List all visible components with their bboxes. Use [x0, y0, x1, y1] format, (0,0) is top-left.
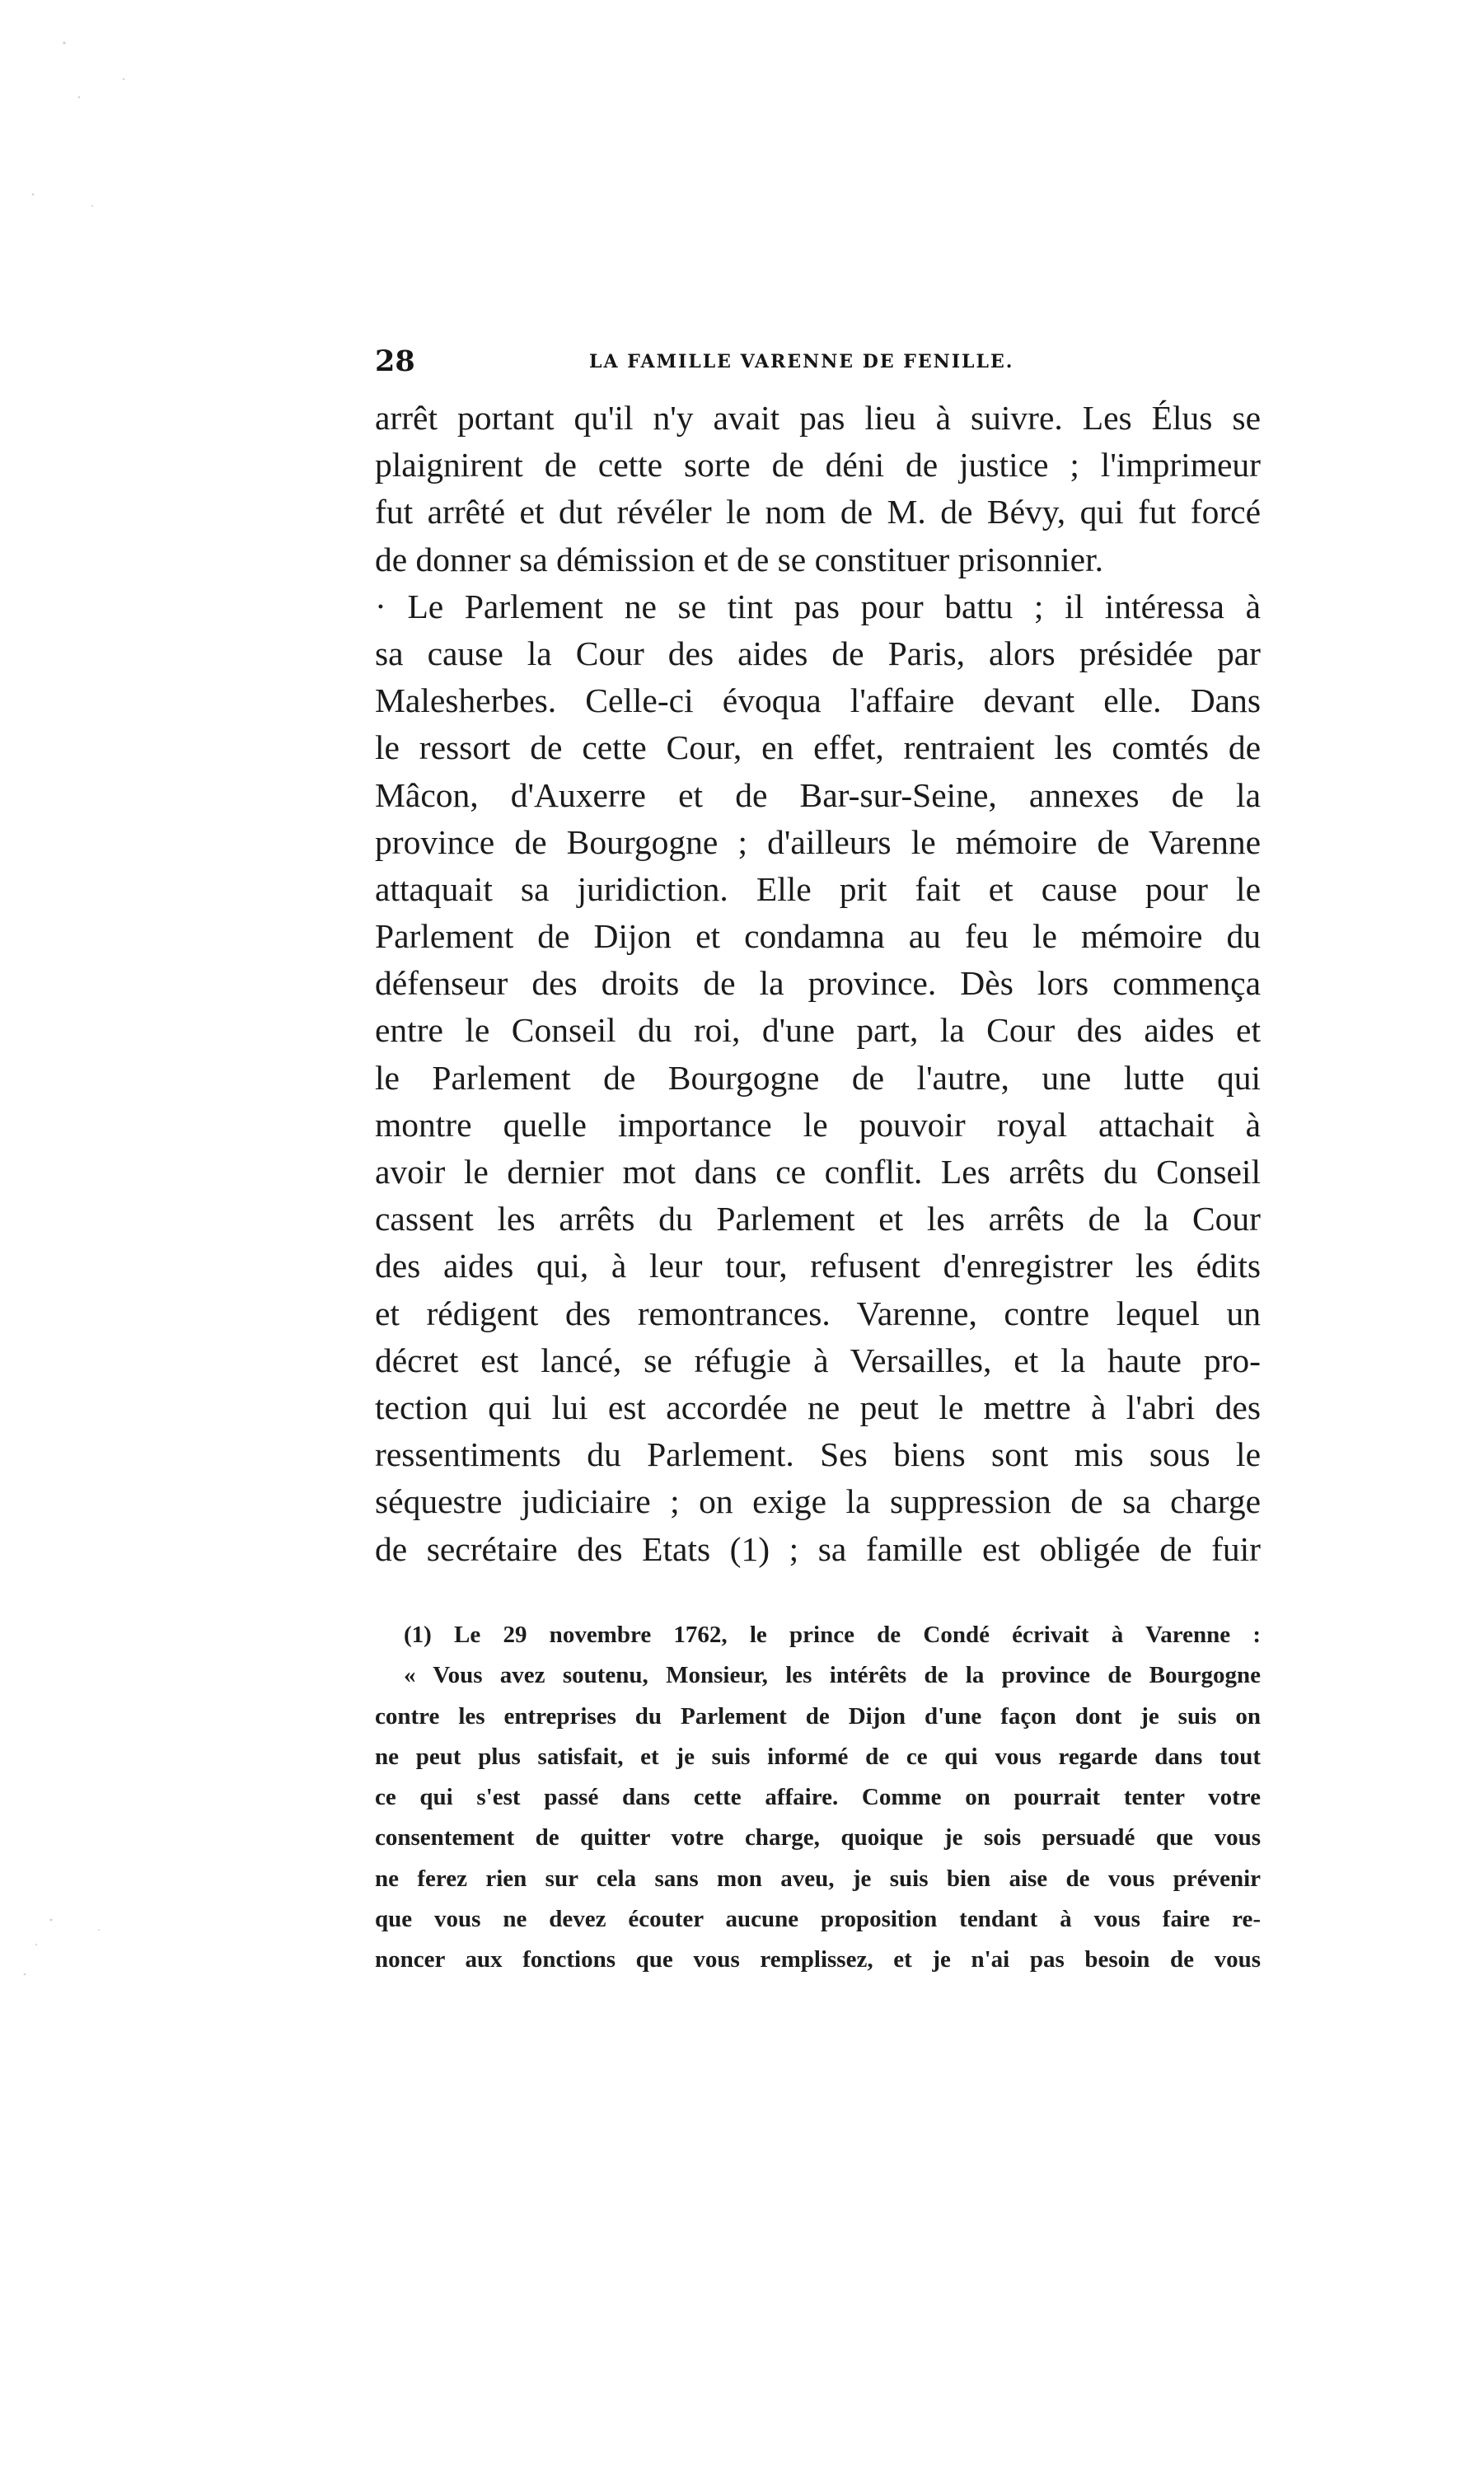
- text-line: le ressort de cette Cour, en effet, rentraient les comtés de: [375, 728, 1261, 767]
- page-number: 28: [375, 344, 415, 378]
- text-line: entre le Conseil du roi, d'une part, la Cour des aides et: [375, 1011, 1261, 1050]
- text-line: Mâcon, d'Auxerre et de Bar-sur-Seine, annexes de la: [375, 775, 1261, 814]
- text-line: montre quelle importance le pouvoir royal attachait à: [375, 1105, 1261, 1144]
- text-line: de secrétaire des Etats (1) ; sa famille est obligée de fuir: [375, 1529, 1261, 1568]
- text-line: ressentiments du Parlement. Ses biens sont mis sous le: [375, 1435, 1261, 1474]
- footnote-line: ce qui s'est passé dans cette affaire. Comme on pourrait tenter votre: [375, 1784, 1261, 1811]
- footnote-line: ne ferez rien sur cela sans mon aveu, je suis bien aise de vous prévenir: [375, 1865, 1261, 1892]
- footnote-line: consentement de quitter votre charge, quoique je sois persuadé que vous: [375, 1824, 1261, 1851]
- text-line: défenseur des droits de la province. Dès lors commença: [375, 964, 1261, 1003]
- text-line: attaquait sa juridiction. Elle prit fait et cause pour le: [375, 869, 1261, 908]
- text-line: décret est lancé, se réfugie à Versailles, et la haute pro-: [375, 1341, 1261, 1379]
- footnote-line: contre les entreprises du Parlement de Dijon d'une façon dont je suis on: [375, 1702, 1261, 1730]
- text-line: cassent les arrêts du Parlement et les arrêts de la Cour: [375, 1200, 1261, 1238]
- text-line: fut arrêté et dut révéler le nom de M. de Bévy, qui fut forcé: [375, 493, 1261, 531]
- text-line: Parlement de Dijon et condamna au feu le mémoire du: [375, 917, 1261, 956]
- footnote-line: « Vous avez soutenu, Monsieur, les intérêts de la province de Bourgogne: [404, 1662, 1261, 1689]
- running-title: LA FAMILLE VARENNE DE FENILLE.: [589, 351, 1014, 372]
- text-line: et rédigent des remontrances. Varenne, contre lequel un: [375, 1294, 1261, 1332]
- footnote: [375, 1615, 1261, 1981]
- text-line: le Parlement de Bourgogne de l'autre, une lutte qui: [375, 1058, 1261, 1097]
- footnote-line: que vous ne devez écouter aucune proposition tendant à vous faire re-: [375, 1906, 1261, 1933]
- text-line: avoir le dernier mot dans ce conflit. Les arrêts du Conseil: [375, 1153, 1261, 1191]
- text-line: séquestre judiciaire ; on exige la suppression de sa charge: [375, 1482, 1261, 1521]
- text-line: sa cause la Cour des aides de Paris, alors présidée par: [375, 634, 1261, 672]
- text-line: Malesherbes. Celle-ci évoqua l'affaire devant elle. Dans: [375, 681, 1261, 720]
- running-header: [375, 344, 1261, 386]
- text-line: tection qui lui est accordée ne peut le mettre à l'abri des: [375, 1388, 1261, 1426]
- text-line: arrêt portant qu'il n'y avait pas lieu à suivre. Les Élus se: [375, 399, 1261, 437]
- text-line: plaignirent de cette sorte de déni de justice ; l'imprimeur: [375, 446, 1261, 484]
- footnote-line: (1) Le 29 novembre 1762, le prince de Condé écrivait à Varenne :: [404, 1622, 1261, 1648]
- text-line: province de Bourgogne ; d'ailleurs le mémoire de Varenne: [375, 822, 1261, 861]
- footnote-line: ne peut plus satisfait, et je suis informé de ce qui vous regarde dans tout: [375, 1743, 1261, 1770]
- main-text: [375, 395, 1261, 1573]
- text-line: · Le Parlement ne se tint pas pour battu ; il intéressa à: [375, 587, 1261, 625]
- text-line: des aides qui, à leur tour, refusent d'enregistrer les édits: [375, 1247, 1261, 1285]
- text-line: de donner sa démission et de se constituer prisonnier.: [375, 540, 1103, 578]
- footnote-line: noncer aux fonctions que vous remplissez, et je n'ai pas besoin de vous: [375, 1946, 1261, 1973]
